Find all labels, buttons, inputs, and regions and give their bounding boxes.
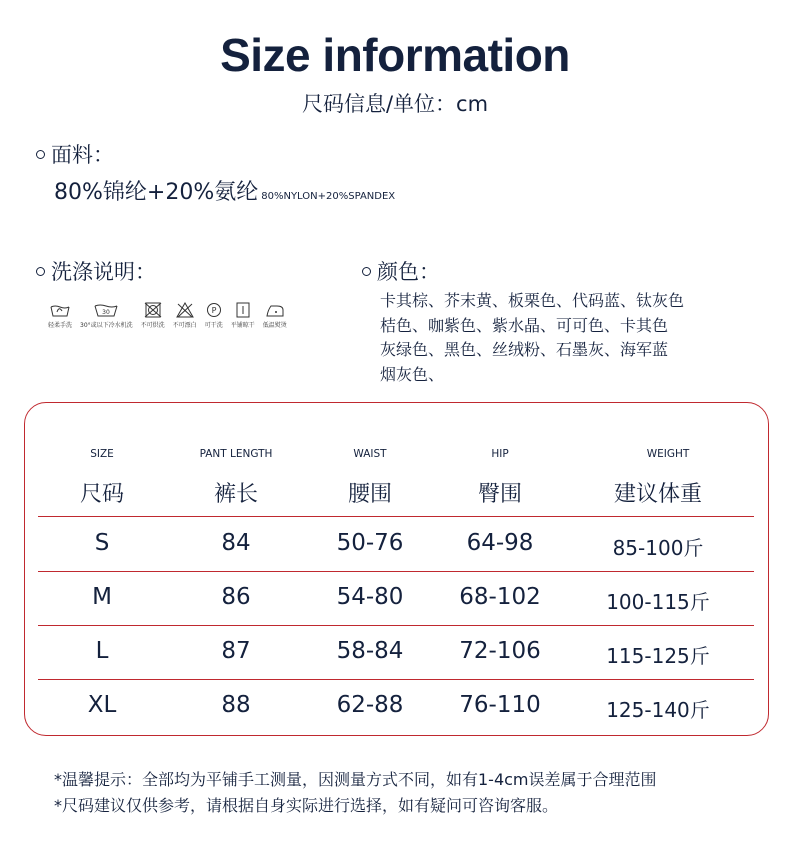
header-size-cn: 尺码 [79, 482, 124, 507]
washing-heading-label: 洗涤说明： [51, 260, 156, 284]
cell-waist: 50-76 [336, 530, 404, 556]
cell-pant-length: 88 [221, 692, 251, 718]
header-hip-en: HIP [491, 448, 509, 460]
header-weight-cn: 建议体重 [613, 482, 702, 507]
fabric-heading-label: 面料： [51, 143, 114, 167]
wash-care-item [48, 302, 72, 329]
cell-weight: 115-125斤 [606, 644, 710, 668]
wash-temp-mark: 30 [102, 309, 111, 316]
cell-waist: 58-84 [336, 638, 404, 664]
hand-wash-icon [49, 302, 71, 318]
cell-hip: 68-102 [459, 584, 541, 610]
cell-pant-length: 84 [221, 530, 251, 556]
color-list-line: 卡其棕、芥末黄、板栗色、代码蓝、钛灰色 [380, 291, 685, 310]
washing-heading [36, 256, 156, 286]
table-divider [38, 516, 754, 517]
wash-care-label: 轻柔手洗 [48, 322, 73, 329]
color-list [380, 289, 740, 387]
dry-clean-icon [206, 302, 222, 318]
page-title: Size information [220, 29, 570, 81]
colors-heading-label: 颜色： [377, 260, 440, 284]
fabric-heading [36, 139, 114, 169]
cell-size: XL [87, 692, 117, 718]
cell-weight: 85-100斤 [612, 536, 704, 560]
header-size-en: SIZE [90, 448, 114, 460]
fabric-content [54, 175, 395, 206]
wash-care-item [173, 302, 197, 329]
cell-weight: 125-140斤 [606, 698, 710, 722]
cell-size: L [95, 638, 109, 664]
cell-pant-length: 86 [221, 584, 251, 610]
wash-care-item [263, 302, 287, 329]
color-list-line: 桔色、咖紫色、紫水晶、可可色、卡其色 [380, 315, 669, 335]
wash-care-icons [48, 302, 295, 329]
header-waist-en: WAIST [353, 448, 387, 460]
line-dry-icon [235, 302, 251, 318]
wash-care-item [231, 302, 255, 329]
wash-care-item [80, 302, 133, 329]
color-list-line: 灰绿色、黑色、丝绒粉、石墨灰、海军蓝 [380, 340, 669, 359]
circle-bullet-icon [362, 267, 371, 276]
machine-wash-30-icon [93, 302, 119, 318]
page-subtitle: 尺码信息/单位：cm [301, 92, 489, 116]
wash-care-label: 低温熨烫 [262, 322, 287, 329]
cell-waist: 62-88 [336, 692, 404, 718]
cell-waist: 54-80 [336, 584, 404, 610]
table-divider [38, 679, 754, 680]
cell-hip: 72-106 [459, 638, 541, 664]
cell-size: S [94, 530, 110, 556]
no-tumble-dry-icon [144, 302, 162, 318]
dry-clean-mark: P [211, 306, 217, 315]
cell-weight: 100-115斤 [606, 590, 710, 614]
wash-care-label: 不可烘洗 [140, 322, 165, 329]
circle-bullet-icon [36, 150, 45, 159]
wash-care-label: 可干洗 [204, 322, 223, 329]
note-measurement: *温馨提示：全部均为平铺手工测量，因测量方式不同，如有1-4cm误差属于合理范围 [54, 770, 657, 789]
header-length-en: PANT LENGTH [199, 448, 273, 460]
cell-hip: 64-98 [466, 530, 534, 556]
wash-care-item [141, 302, 165, 329]
fabric-composition: 80%锦纶+20%氨纶 [54, 180, 259, 205]
low-iron-icon [265, 302, 285, 318]
wash-care-item [205, 302, 223, 329]
header-hip-cn: 臀围 [477, 482, 522, 507]
header-waist-cn: 腰围 [347, 482, 392, 507]
cell-size: M [92, 584, 112, 610]
cell-pant-length: 87 [221, 638, 251, 664]
table-divider [38, 571, 754, 572]
wash-care-label: 30°或以下冷水机洗 [80, 322, 133, 329]
wash-care-label: 平铺晾干 [230, 322, 255, 329]
color-list-line: 烟灰色、 [380, 364, 445, 384]
wash-care-label: 不可漂白 [172, 322, 197, 329]
table-divider [38, 625, 754, 626]
circle-bullet-icon [36, 267, 45, 276]
header-length-cn: 裤长 [213, 482, 258, 507]
cell-hip: 76-110 [459, 692, 541, 718]
fabric-composition-en: 80%NYLON+20%SPANDEX [261, 191, 396, 202]
note-size-advice: *尺码建议仅供参考，请根据自身实际进行选择，如有疑问可咨询客服。 [54, 796, 559, 815]
header-weight-en: WEIGHT [646, 448, 690, 460]
colors-heading [362, 256, 440, 286]
no-bleach-icon [176, 302, 194, 318]
